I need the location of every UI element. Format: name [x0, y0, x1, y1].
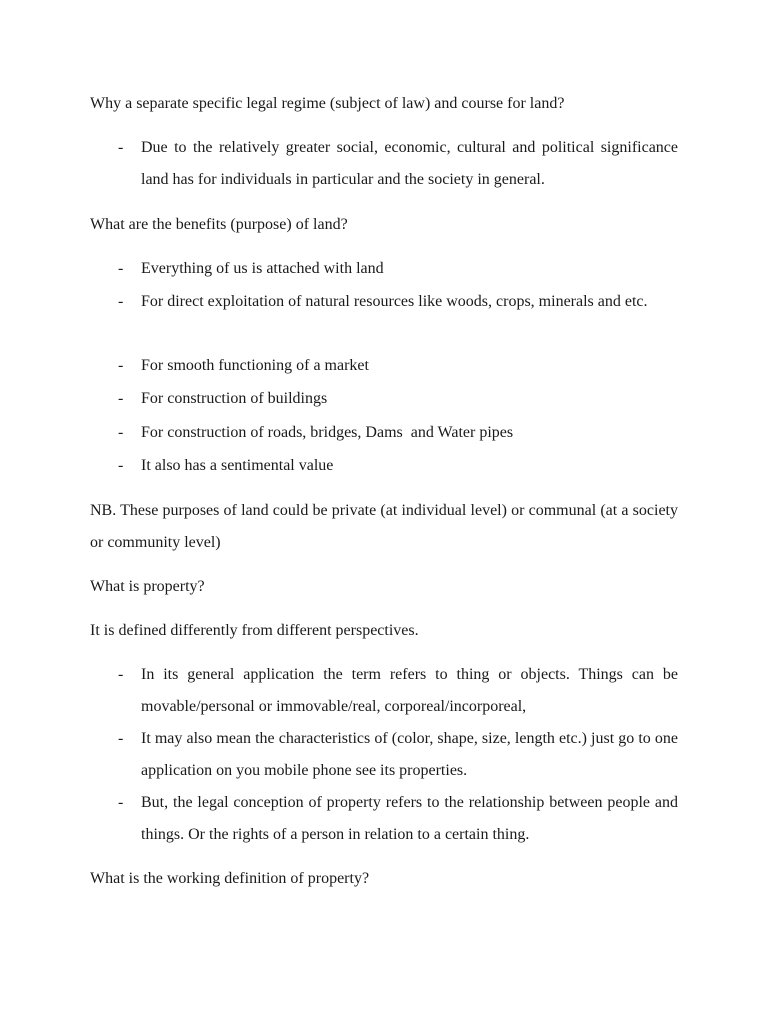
question-separate-legal-regime: Why a separate specific legal regime (subject of law) and course for land?: [90, 95, 565, 112]
property-intro: It is defined differently from different perspectives.: [90, 622, 419, 639]
list-item: [90, 417, 678, 449]
list-item: [90, 350, 678, 382]
list-item-text: Everything of us is attached with land: [141, 260, 384, 277]
question-benefits-of-land: What are the benefits (purpose) of land?: [90, 216, 348, 233]
list-bullet: -: [118, 357, 124, 374]
list-bullet: -: [118, 457, 124, 474]
nb-note: NB. These purposes of land could be private (at individual level) or communal (at a society or community level): [90, 502, 678, 551]
list-bullet: -: [118, 424, 124, 441]
list-item: [90, 286, 678, 350]
list-item: [90, 132, 678, 196]
list-bullet: -: [118, 293, 124, 310]
list-item: [90, 450, 678, 482]
list-item-text: For construction of buildings: [141, 390, 328, 407]
list-bullet: -: [118, 139, 124, 156]
list-item-text: For smooth functioning of a market: [141, 357, 369, 374]
question-what-is-property: What is property?: [90, 578, 205, 595]
list-bullet: -: [118, 730, 124, 747]
list-item-text: Due to the relatively greater social, economic, cultural and political significance land has for individuals in particular and the society in general.: [141, 139, 678, 188]
list-item-text: It also has a sentimental value: [141, 457, 334, 474]
question-working-definition: What is the working definition of property?: [90, 870, 370, 887]
list-item-text: For construction of roads, bridges, Dams and Water pipes: [141, 424, 514, 441]
list-bullet: -: [118, 794, 124, 811]
list-bullet: -: [118, 666, 124, 683]
list-bullet: -: [118, 260, 124, 277]
list-item-text: In its general application the term refers to thing or objects. Things can be movable/personal or immovable/real, corporeal/incorporeal,: [141, 666, 678, 715]
list-item-text: For direct exploitation of natural resources like woods, crops, minerals and etc.: [141, 293, 648, 310]
list-item-text: But, the legal conception of property refers to the relationship between people and things. Or the rights of a person in relation to a certain thing.: [141, 794, 678, 843]
list-item: [90, 787, 678, 851]
list-bullet: -: [118, 390, 124, 407]
list-item: [90, 723, 678, 787]
list-item: [90, 383, 678, 415]
list-item-text: It may also mean the characteristics of (color, shape, size, length etc.) just go to one application on you mobile phone see its properties.: [141, 730, 678, 779]
list-item: [90, 253, 678, 285]
list-item: [90, 659, 678, 723]
